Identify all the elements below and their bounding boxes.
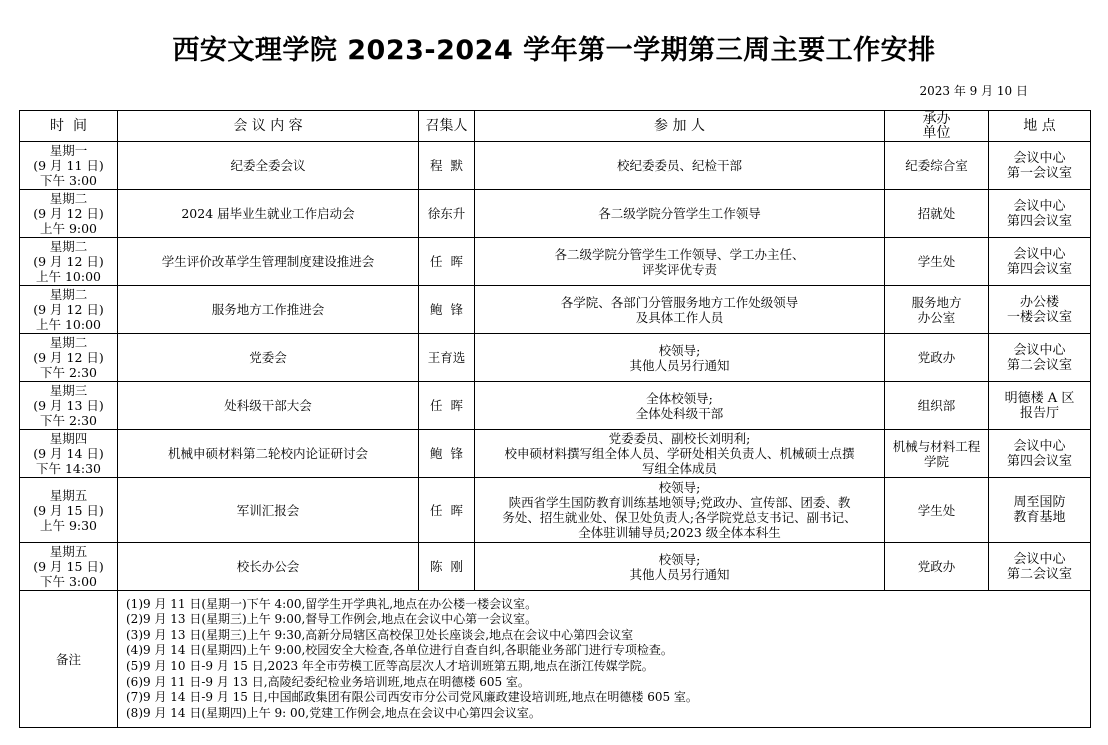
- notes-row: [20, 591, 1091, 728]
- location: [989, 382, 1091, 430]
- meeting-time: 上午 9:30: [39, 517, 98, 533]
- note-item: (8)9 月 14 日(星期四)上午 9: 00,党建工作例会,地点在会议中心第四会议室。: [126, 705, 541, 720]
- header-location: 地 点: [989, 111, 1091, 142]
- host-unit-line: 党政办: [917, 559, 956, 574]
- note-item: (2)9 月 13 日(星期三)上午 9:00,督导工作例会,地点在会议中心第一会议室。: [126, 612, 538, 627]
- meeting-date: (9 月 13 日): [33, 398, 104, 413]
- participants-line: 其他人员另行通知: [629, 566, 730, 582]
- time-cell: [20, 334, 118, 382]
- participants-line: 校领导;: [658, 480, 701, 495]
- participants: [475, 382, 885, 430]
- participants-line: 校纪委委员、纪检干部: [616, 158, 742, 173]
- participants-line: 评奖评优专责: [641, 261, 717, 277]
- location-line: 第一会议室: [1006, 165, 1072, 181]
- meeting-time: 下午 3:00: [39, 173, 98, 188]
- location-line: 会议中心: [1013, 150, 1066, 166]
- participants-line: 各二级学院分管学生工作领导: [598, 206, 761, 221]
- meeting-content: 2024 届毕业生就业工作启动会: [118, 190, 419, 238]
- participants-line: 其他人员另行通知: [629, 357, 730, 373]
- host-unit: [885, 286, 989, 334]
- header-participants: 参 加 人: [475, 111, 885, 142]
- participants-line: 校领导;: [658, 551, 701, 567]
- host-unit: [885, 382, 989, 430]
- time-cell: [20, 382, 118, 430]
- meeting-date: (9 月 11 日): [33, 158, 104, 173]
- location: [989, 190, 1091, 238]
- convener: 任 晖: [419, 382, 475, 430]
- table-row: [20, 286, 1091, 334]
- participants-line: 务处、招生就业处、保卫处负责人;各学院党总支书记、副书记、: [502, 510, 857, 525]
- header-host-line: 单位: [922, 125, 951, 141]
- note-item: (4)9 月 14 日(星期四)上午 9:00,校园安全大检查,各单位进行自查自纠,各职能业务部门进行专项检查。: [126, 643, 673, 658]
- weekday: 星期二: [49, 287, 88, 302]
- participants-line: 及具体工作人员: [635, 309, 724, 325]
- time-cell: [20, 286, 118, 334]
- location: [989, 286, 1091, 334]
- meeting-date: (9 月 12 日): [33, 302, 104, 317]
- host-unit-line: 组织部: [917, 398, 956, 413]
- table-row: [20, 543, 1091, 591]
- weekday: 星期一: [49, 143, 88, 158]
- time-cell: [20, 543, 118, 591]
- schedule-table: [19, 110, 1091, 728]
- host-unit: [885, 478, 989, 543]
- location-line: 会议中心: [1013, 198, 1066, 214]
- header-content: 会 议 内 容: [118, 111, 419, 142]
- meeting-content: 处科级干部大会: [118, 382, 419, 430]
- header-row: [20, 111, 1091, 142]
- convener: 陈 刚: [419, 543, 475, 591]
- time-cell: [20, 430, 118, 478]
- weekday: 星期三: [49, 383, 88, 398]
- host-unit-line: 纪委综合室: [905, 158, 968, 173]
- meeting-time: 上午 9:00: [39, 221, 98, 236]
- participants-line: 校申硕材料撰写组全体人员、学研处相关负责人、机械硕士点撰: [504, 446, 855, 461]
- participants-line: 全体驻训辅导员;2023 级全体本科生: [578, 525, 781, 540]
- participants-line: 全体校领导;: [646, 390, 713, 406]
- location-line: 第四会议室: [1006, 453, 1072, 469]
- location-line: 明德楼 A 区: [1004, 390, 1075, 406]
- meeting-date: (9 月 14 日): [33, 446, 104, 461]
- participants: [475, 543, 885, 591]
- participants-line: 校领导;: [658, 342, 701, 358]
- weekday: 星期二: [49, 191, 88, 206]
- participants-line: 写组全体成员: [641, 461, 717, 476]
- notes-cell: [118, 591, 1091, 728]
- location-line: 报告厅: [1019, 405, 1059, 421]
- location-line: 办公楼: [1019, 294, 1059, 310]
- document-date: 2023 年 9 月 10 日: [919, 84, 1028, 98]
- location-line: 第四会议室: [1006, 261, 1072, 277]
- participants: [475, 286, 885, 334]
- meeting-content: 机械申硕材料第二轮校内论证研讨会: [118, 430, 419, 478]
- participants: [475, 142, 885, 190]
- location-line: 会议中心: [1013, 438, 1066, 454]
- table-row: [20, 478, 1091, 543]
- participants-line: 各二级学院分管学生工作领导、学工办主任、: [554, 246, 805, 262]
- meeting-content: 学生评价改革学生管理制度建设推进会: [118, 238, 419, 286]
- location-line: 教育基地: [1013, 510, 1066, 525]
- notes-list: [126, 597, 1082, 722]
- convener: 徐东升: [419, 190, 475, 238]
- note-item: (5)9 月 10 日-9 月 15 日,2023 年全市劳模工匠等高层次人才培训班第五期,地点在浙江传媒学院。: [126, 659, 654, 673]
- host-unit: [885, 334, 989, 382]
- meeting-content: 党委会: [118, 334, 419, 382]
- convener: 鲍 锋: [419, 286, 475, 334]
- schedule-body: [20, 142, 1091, 591]
- location-line: 会议中心: [1013, 551, 1066, 567]
- meeting-content: 军训汇报会: [118, 478, 419, 543]
- note-item: (1)9 月 11 日(星期一)下午 4:00,留学生开学典礼,地点在办公楼一楼会议室。: [126, 596, 538, 611]
- participants: [475, 334, 885, 382]
- weekday: 星期五: [49, 544, 88, 559]
- table-row: [20, 334, 1091, 382]
- host-unit-line: 机械与材料工程: [892, 438, 981, 454]
- host-unit-line: 服务地方: [911, 294, 962, 310]
- location: [989, 543, 1091, 591]
- location-line: 第二会议室: [1006, 357, 1072, 373]
- meeting-time: 上午 10:00: [36, 317, 101, 332]
- location-line: 周至国防: [1013, 495, 1066, 510]
- notes-label: 备注: [20, 591, 118, 728]
- meeting-date: (9 月 12 日): [33, 206, 104, 221]
- convener: 鲍 锋: [419, 430, 475, 478]
- meeting-date: (9 月 12 日): [33, 350, 104, 365]
- header-host-line: 承办: [922, 111, 951, 127]
- meeting-time: 上午 10:00: [36, 269, 101, 284]
- location: [989, 478, 1091, 543]
- header-convener: 召集人: [419, 111, 475, 142]
- location: [989, 430, 1091, 478]
- note-item: (6)9 月 11 日-9 月 13 日,高陵纪委纪检业务培训班,地点在明德楼 605 室。: [126, 674, 530, 689]
- location-line: 会议中心: [1013, 246, 1066, 262]
- meeting-date: (9 月 15 日): [33, 502, 104, 518]
- location-line: 第二会议室: [1006, 566, 1072, 582]
- table-row: [20, 190, 1091, 238]
- host-unit-line: 党政办: [917, 350, 956, 365]
- meeting-time: 下午 2:30: [39, 413, 98, 428]
- participants: [475, 430, 885, 478]
- location: [989, 142, 1091, 190]
- host-unit-line: 学生处: [917, 254, 956, 269]
- host-unit: [885, 238, 989, 286]
- participants-line: 陕西省学生国防教育训练基地领导;党政办、宣传部、团委、教: [508, 495, 851, 510]
- host-unit: [885, 430, 989, 478]
- weekday: 星期二: [49, 335, 88, 350]
- table-row: [20, 142, 1091, 190]
- meeting-time: 下午 14:30: [36, 461, 101, 476]
- host-unit-line: 招就处: [917, 206, 956, 221]
- table-row: [20, 382, 1091, 430]
- header-time: 时 间: [20, 111, 118, 142]
- participants: [475, 478, 885, 543]
- participants: [475, 238, 885, 286]
- participants-line: 各学院、各部门分管服务地方工作处级领导: [560, 294, 799, 310]
- participants: [475, 190, 885, 238]
- meeting-time: 下午 3:00: [39, 574, 98, 589]
- host-unit: [885, 543, 989, 591]
- table-row: [20, 430, 1091, 478]
- time-cell: [20, 190, 118, 238]
- host-unit: [885, 190, 989, 238]
- time-cell: [20, 478, 118, 543]
- time-cell: [20, 142, 118, 190]
- page-title: 西安文理学院 2023-2024 学年第一学期第三周主要工作安排: [172, 35, 936, 66]
- location: [989, 334, 1091, 382]
- convener: 任 晖: [419, 238, 475, 286]
- location-line: 会议中心: [1013, 342, 1066, 358]
- note-item: (3)9 月 13 日(星期三)上午 9:30,高新分局辖区高校保卫处长座谈会,地点在会议中心第四会议室: [126, 627, 634, 642]
- table-row: [20, 238, 1091, 286]
- meeting-date: (9 月 15 日): [33, 559, 104, 574]
- note-item: (7)9 月 14 日-9 月 15 日,中国邮政集团有限公司西安市分公司党风廉政建设培训班,地点在明德楼 605 室。: [126, 690, 698, 705]
- meeting-time: 下午 2:30: [39, 365, 98, 380]
- location-line: 一楼会议室: [1006, 309, 1072, 325]
- meeting-content: 校长办公会: [118, 543, 419, 591]
- participants-line: 党委委员、副校长刘明利;: [608, 431, 751, 446]
- host-unit-line: 学生处: [917, 502, 956, 518]
- weekday: 星期五: [49, 487, 88, 503]
- location: [989, 238, 1091, 286]
- meeting-content: 服务地方工作推进会: [118, 286, 419, 334]
- header-host-unit: [885, 111, 989, 142]
- host-unit: [885, 142, 989, 190]
- convener: 任 晖: [419, 478, 475, 543]
- host-unit-line: 办公室: [917, 309, 956, 325]
- time-cell: [20, 238, 118, 286]
- convener: 王育选: [419, 334, 475, 382]
- meeting-date: (9 月 12 日): [33, 254, 104, 269]
- convener: 程 默: [419, 142, 475, 190]
- meeting-content: 纪委全委会议: [118, 142, 419, 190]
- participants-line: 全体处科级干部: [635, 405, 724, 421]
- location-line: 第四会议室: [1006, 213, 1072, 229]
- weekday: 星期四: [49, 431, 88, 446]
- host-unit-line: 学院: [923, 453, 949, 469]
- weekday: 星期二: [49, 239, 88, 254]
